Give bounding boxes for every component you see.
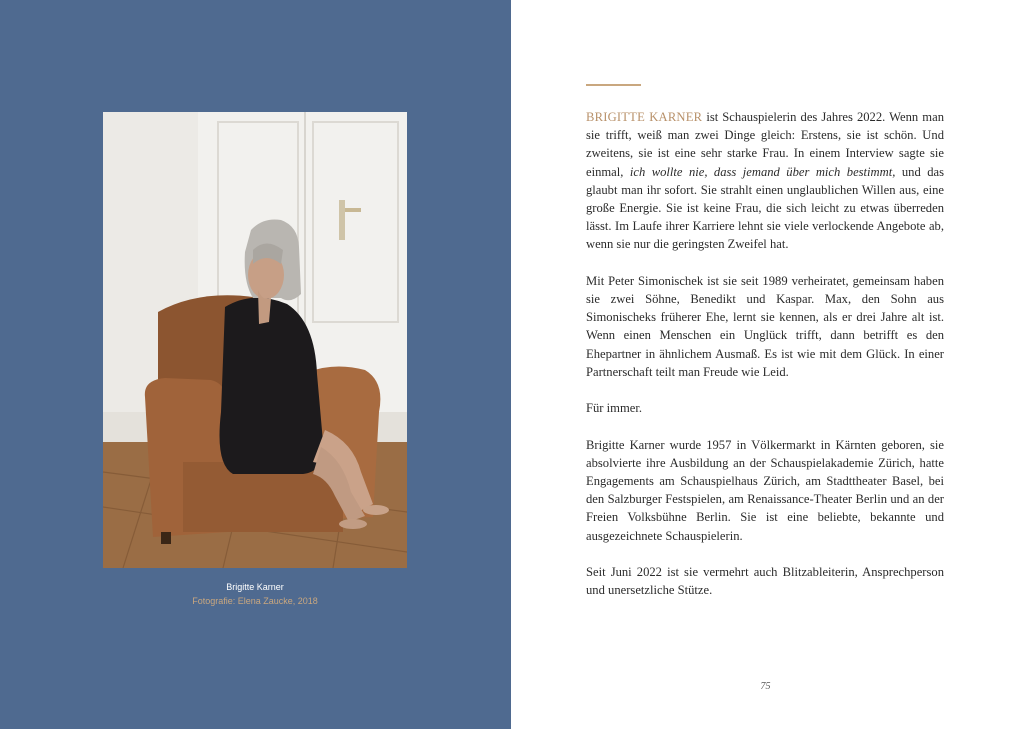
photo-caption <box>103 580 407 608</box>
portrait-illustration <box>103 112 407 568</box>
decorative-rule <box>586 84 641 86</box>
page-number: 75 <box>760 681 771 692</box>
paragraph-5: Seit Juni 2022 ist sie vermehrt auch Blitzableiterin, Ansprechperson und unersetzliche Stütze. <box>586 565 944 598</box>
caption-credit: Fotografie: Elena Zaucke, 2018 <box>192 596 318 606</box>
article-body <box>586 108 944 618</box>
paragraph-4: Brigitte Karner wurde 1957 in Völkermarkt in Kärnten geboren, sie absolvierte ihre Ausbildung an der Schauspielakademie Zürich, hatte Engagements am Schauspielhaus Zürich, am Stadttheater Basel, bei den Salzburger Festspielen, am Renaissance-Theater Berlin und an der Freien Volksbühne Berlin. Sie ist eine beliebte, bekannte und ausgezeichnete Schauspielerin. <box>586 437 944 543</box>
portrait-photo <box>103 112 407 568</box>
paragraph-1-part-a: ist Schauspielerin des Jahres 2022. Wenn man sie trifft, weiß man zwei Dinge gleich: Erstens, sie ist schön. Und zweitens, sie ist eine sehr starke Frau. In einem Interview sagte sie einmal, <box>586 110 944 179</box>
lead-name: BRIGITTE KARNER <box>586 110 703 124</box>
paragraph-1-quote: ich wollte nie, dass jemand über mich bestimmt, <box>629 164 896 179</box>
paragraph-1-part-b: und das glaubt man ihr sofort. Sie strahlt einen unglaublichen Willen aus, eine große Energie. Sie ist keine Frau, die sich leicht zu etwas überreden lässt. Im Laufe ihrer Karriere lehnt sie viele verlockende Angebote ab, wenn sie nur die geringsten Zweifel hat. <box>586 164 944 252</box>
paragraph-1 <box>586 108 944 254</box>
paragraph-2: Mit Peter Simonischek ist sie seit 1989 verheiratet, gemeinsam haben sie zwei Söhne, Benedikt und Kaspar. Max, den Sohn aus Simonischeks früherer Ehe, lernt sie kennen, als er drei Jahre alt ist. Wenn einen Menschen ein Unglück trifft, dann betrifft es den Ehepartner in ähnlichem Ausmaß. Es ist wie mit dem Glück. In einer Partnerschaft teilt man Freude wie Leid. <box>586 273 944 379</box>
right-page <box>511 0 1020 729</box>
paragraph-3: Für immer. <box>586 401 642 416</box>
caption-name: Brigitte Karner <box>226 582 284 592</box>
